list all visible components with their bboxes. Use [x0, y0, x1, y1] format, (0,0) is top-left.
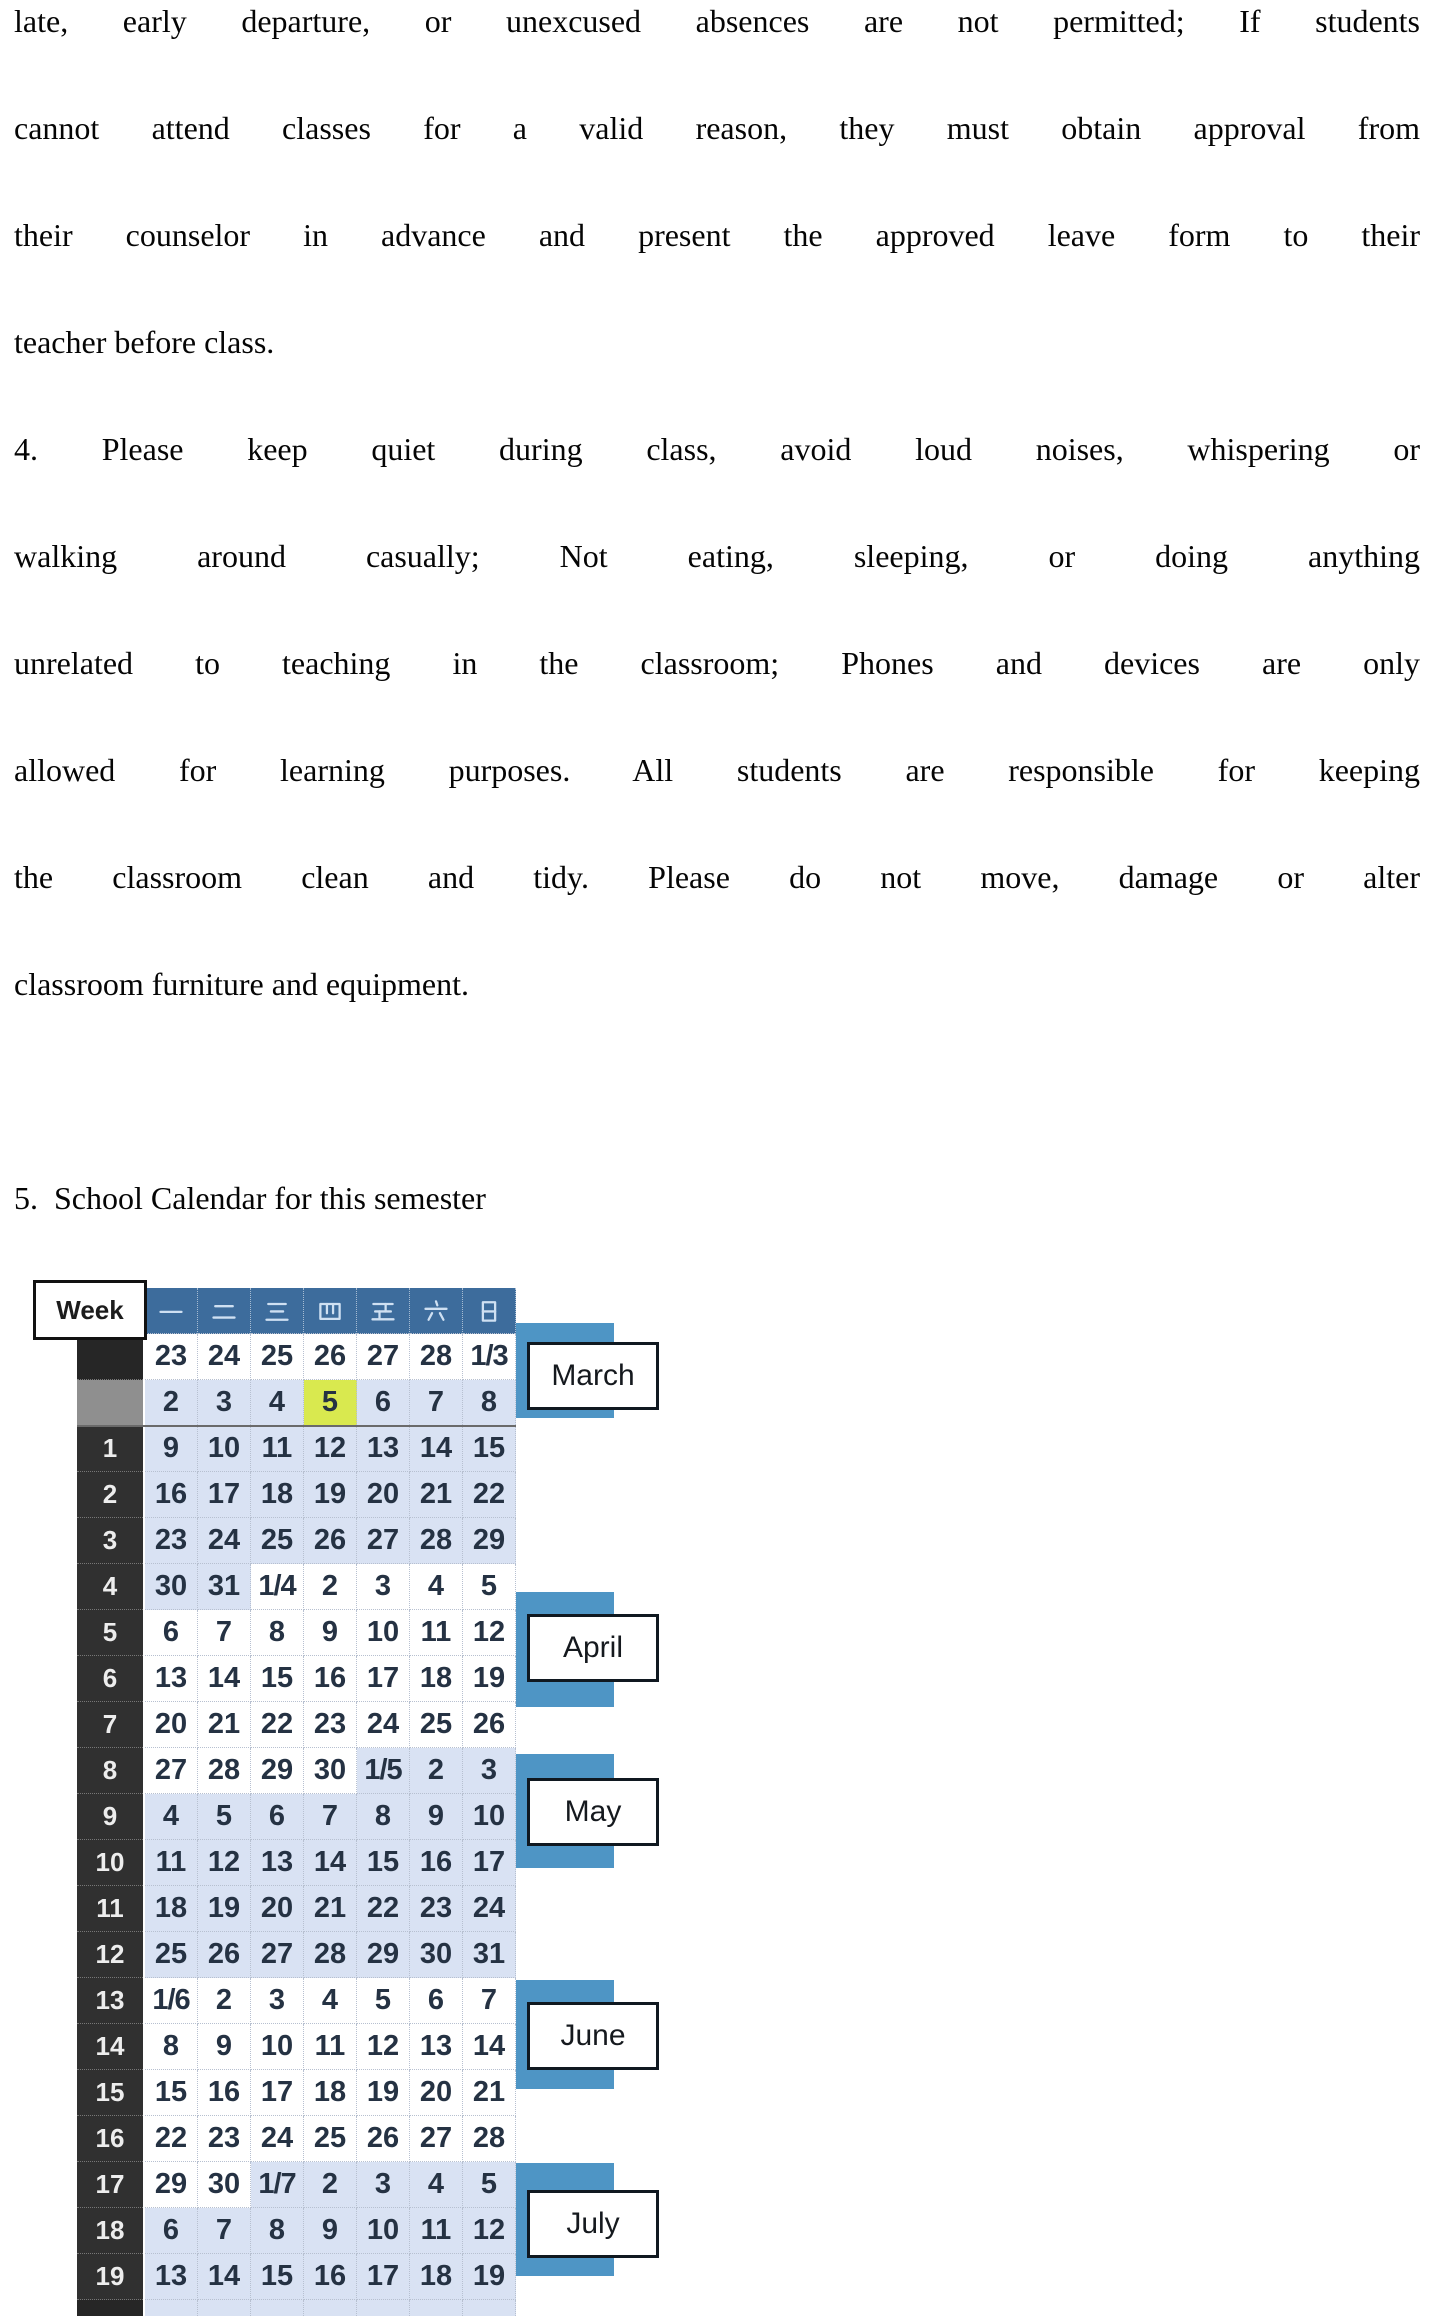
day-cell: 25	[144, 1932, 198, 1978]
day-cell: 8	[251, 2208, 304, 2254]
paragraph-line: 4. Please keep quiet during class, avoid loud noises, whispering or	[14, 431, 1420, 467]
day-cell: 16	[304, 1656, 357, 1702]
paragraph-line: allowed for learning purposes. All students are responsible for keeping	[14, 752, 1420, 788]
week-number-cell: 19	[77, 2254, 144, 2300]
day-cell: 13	[410, 2024, 463, 2070]
day-cell: 26	[198, 1932, 251, 1978]
day-cell: 3	[198, 1380, 251, 1426]
day-cell: 2	[410, 1748, 463, 1794]
day-cell: 12	[304, 1426, 357, 1472]
calendar-row	[77, 1702, 516, 1748]
calendar-row	[77, 1610, 516, 1656]
day-cell: 13	[357, 1426, 410, 1472]
day-header-cell	[251, 1288, 304, 1334]
day-cell: 30	[144, 1564, 198, 1610]
day-cell: 29	[357, 1932, 410, 1978]
day-cell: 20	[144, 1702, 198, 1748]
day-cell: 10	[463, 1794, 516, 1840]
day-cell: 5	[304, 1380, 357, 1426]
day-cell: 27	[251, 1932, 304, 1978]
day-cell: 28	[410, 1518, 463, 1564]
day-cell: 18	[144, 1886, 198, 1932]
day-cell: 7	[198, 2208, 251, 2254]
day-cell: 8	[144, 2024, 198, 2070]
day-cell: 11	[410, 1610, 463, 1656]
day-cell	[410, 2300, 463, 2316]
week-number-cell	[77, 1380, 144, 1426]
week-label: Week	[56, 1294, 124, 1325]
calendar-row	[77, 2300, 516, 2316]
calendar-row	[77, 2162, 516, 2208]
day-cell: 3	[251, 1978, 304, 2024]
day-cell: 22	[357, 1886, 410, 1932]
week-number-cell: 15	[77, 2070, 144, 2116]
paragraph-line: cannot attend classes for a valid reason, they must obtain approval from	[14, 110, 1420, 146]
week-number-cell: 17	[77, 2162, 144, 2208]
day-cell: 4	[410, 1564, 463, 1610]
day-cell: 26	[463, 1702, 516, 1748]
day-cell: 29	[144, 2162, 198, 2208]
day-cell: 15	[357, 1840, 410, 1886]
calendar-row	[77, 1886, 516, 1932]
day-cell: 1/4	[251, 1564, 304, 1610]
day-cell: 3	[357, 1564, 410, 1610]
day-cell	[144, 2300, 198, 2316]
calendar-row	[77, 2070, 516, 2116]
calendar-row	[77, 2116, 516, 2162]
day-cell	[357, 2300, 410, 2316]
day-cell: 11	[144, 1840, 198, 1886]
calendar-row	[77, 2208, 516, 2254]
day-cell: 7	[198, 1610, 251, 1656]
day-cell: 14	[304, 1840, 357, 1886]
day-cell: 26	[357, 2116, 410, 2162]
day-cell: 15	[463, 1426, 516, 1472]
week-number-cell: 7	[77, 1702, 144, 1748]
day-cell: 25	[304, 2116, 357, 2162]
day-glyph-icon	[210, 1297, 238, 1325]
calendar-row	[77, 1840, 516, 1886]
day-cell: 27	[357, 1518, 410, 1564]
day-cell: 11	[304, 2024, 357, 2070]
day-cell: 30	[410, 1932, 463, 1978]
day-cell: 23	[144, 1334, 198, 1380]
day-cell: 21	[304, 1886, 357, 1932]
day-cell: 10	[251, 2024, 304, 2070]
calendar-row	[77, 2254, 516, 2300]
day-cell: 17	[463, 1840, 516, 1886]
day-cell: 11	[410, 2208, 463, 2254]
day-cell: 30	[198, 2162, 251, 2208]
day-cell: 15	[144, 2070, 198, 2116]
week-number-cell: 12	[77, 1932, 144, 1978]
calendar-row	[77, 1978, 516, 2024]
day-cell: 16	[144, 1472, 198, 1518]
day-cell	[463, 2300, 516, 2316]
day-cell: 17	[357, 2254, 410, 2300]
day-cell: 1/3	[463, 1334, 516, 1380]
day-cell: 12	[357, 2024, 410, 2070]
week-number-cell: 13	[77, 1978, 144, 2024]
day-cell: 27	[357, 1334, 410, 1380]
day-cell: 15	[251, 1656, 304, 1702]
day-cell: 6	[410, 1978, 463, 2024]
calendar-row	[77, 1932, 516, 1978]
day-cell: 7	[463, 1978, 516, 2024]
calendar-row	[77, 2024, 516, 2070]
day-cell: 5	[357, 1978, 410, 2024]
day-cell: 27	[144, 1748, 198, 1794]
day-cell: 5	[463, 2162, 516, 2208]
day-cell: 9	[304, 2208, 357, 2254]
day-cell: 9	[144, 1426, 198, 1472]
day-cell: 18	[410, 1656, 463, 1702]
day-cell: 24	[251, 2116, 304, 2162]
week-number-cell: 16	[77, 2116, 144, 2162]
day-cell: 31	[198, 1564, 251, 1610]
day-cell: 21	[198, 1702, 251, 1748]
day-cell: 8	[357, 1794, 410, 1840]
calendar-row	[77, 1380, 516, 1426]
day-cell: 24	[198, 1518, 251, 1564]
day-cell: 6	[251, 1794, 304, 1840]
month-label-june: June	[527, 2002, 659, 2070]
section-heading: 5. School Calendar for this semester	[14, 1180, 486, 1216]
day-cell: 23	[198, 2116, 251, 2162]
day-cell: 2	[144, 1380, 198, 1426]
day-cell: 13	[144, 1656, 198, 1702]
day-cell	[198, 2300, 251, 2316]
calendar-row	[77, 1748, 516, 1794]
week-number-cell	[77, 2300, 144, 2316]
day-cell: 1/7	[251, 2162, 304, 2208]
paragraph-line: their counselor in advance and present the approved leave form to their	[14, 217, 1420, 253]
day-cell: 13	[251, 1840, 304, 1886]
month-label-march: March	[527, 1342, 659, 1410]
day-cell: 18	[410, 2254, 463, 2300]
week-number-cell: 5	[77, 1610, 144, 1656]
day-cell: 16	[198, 2070, 251, 2116]
school-calendar	[33, 1280, 713, 2316]
week-label-box	[33, 1280, 147, 1340]
day-cell: 19	[304, 1472, 357, 1518]
day-cell: 15	[251, 2254, 304, 2300]
day-cell: 8	[251, 1610, 304, 1656]
day-glyph-icon	[157, 1297, 185, 1325]
day-cell	[304, 2300, 357, 2316]
day-cell: 25	[251, 1334, 304, 1380]
day-cell: 4	[304, 1978, 357, 2024]
document-text-block	[14, 0, 1420, 1252]
month-label-july: July	[527, 2190, 659, 2258]
paragraph-line: unrelated to teaching in the classroom; Phones and devices are only	[14, 645, 1420, 681]
day-cell: 1/6	[144, 1978, 198, 2024]
week-number-cell: 14	[77, 2024, 144, 2070]
paragraph-line: classroom furniture and equipment.	[14, 966, 469, 1002]
day-cell: 31	[463, 1932, 516, 1978]
paragraph-line: the classroom clean and tidy. Please do not move, damage or alter	[14, 859, 1420, 895]
day-cell: 6	[357, 1380, 410, 1426]
day-cell: 5	[198, 1794, 251, 1840]
day-cell: 18	[251, 1472, 304, 1518]
calendar-row	[77, 1426, 516, 1472]
day-cell: 7	[410, 1380, 463, 1426]
calendar-row	[77, 1564, 516, 1610]
day-cell: 25	[410, 1702, 463, 1748]
day-glyph-icon	[475, 1297, 503, 1325]
calendar-row	[77, 1794, 516, 1840]
day-cell: 21	[463, 2070, 516, 2116]
week-number-cell: 11	[77, 1886, 144, 1932]
day-cell: 17	[357, 1656, 410, 1702]
week-number-cell: 2	[77, 1472, 144, 1518]
day-cell: 24	[463, 1886, 516, 1932]
day-cell: 25	[251, 1518, 304, 1564]
day-cell: 17	[198, 1472, 251, 1518]
week-number-cell: 10	[77, 1840, 144, 1886]
day-glyph-icon	[263, 1297, 291, 1325]
day-cell: 16	[410, 1840, 463, 1886]
calendar-row	[77, 1334, 516, 1380]
day-cell: 22	[463, 1472, 516, 1518]
day-cell: 10	[198, 1426, 251, 1472]
day-cell: 28	[463, 2116, 516, 2162]
week-number-cell: 4	[77, 1564, 144, 1610]
day-cell: 5	[463, 1564, 516, 1610]
day-cell: 24	[198, 1334, 251, 1380]
day-cell: 28	[410, 1334, 463, 1380]
day-cell: 4	[410, 2162, 463, 2208]
week-number-cell: 9	[77, 1794, 144, 1840]
day-cell: 24	[357, 1702, 410, 1748]
blank-line	[14, 1038, 1420, 1145]
day-cell: 13	[144, 2254, 198, 2300]
day-cell: 23	[410, 1886, 463, 1932]
month-label-may: May	[527, 1778, 659, 1846]
week-number-cell: 1	[77, 1426, 144, 1472]
day-cell: 21	[410, 1472, 463, 1518]
day-cell: 30	[304, 1748, 357, 1794]
calendar-row	[77, 1656, 516, 1702]
week-number-cell: 18	[77, 2208, 144, 2254]
day-cell: 19	[463, 2254, 516, 2300]
day-cell: 14	[198, 1656, 251, 1702]
day-cell: 10	[357, 1610, 410, 1656]
month-label-april: April	[527, 1614, 659, 1682]
day-glyph-icon	[422, 1297, 450, 1325]
day-cell: 6	[144, 1610, 198, 1656]
day-cell: 26	[304, 1518, 357, 1564]
day-header-cell	[357, 1288, 410, 1334]
day-glyph-icon	[369, 1297, 397, 1325]
day-cell: 1/5	[357, 1748, 410, 1794]
day-cell: 17	[251, 2070, 304, 2116]
day-cell: 9	[304, 1610, 357, 1656]
day-header-cell	[198, 1288, 251, 1334]
day-cell: 19	[463, 1656, 516, 1702]
day-cell: 3	[357, 2162, 410, 2208]
calendar-row	[77, 1472, 516, 1518]
week-number-cell: 8	[77, 1748, 144, 1794]
day-cell: 23	[304, 1702, 357, 1748]
day-header-cell	[463, 1288, 516, 1334]
day-cell: 3	[463, 1748, 516, 1794]
day-cell: 12	[463, 1610, 516, 1656]
week-number-cell	[77, 1334, 144, 1380]
day-cell	[251, 2300, 304, 2316]
day-glyph-icon	[316, 1297, 344, 1325]
day-cell: 9	[410, 1794, 463, 1840]
day-cell: 29	[251, 1748, 304, 1794]
day-cell: 6	[144, 2208, 198, 2254]
day-header-cell	[304, 1288, 357, 1334]
day-cell: 23	[144, 1518, 198, 1564]
day-cell: 12	[198, 1840, 251, 1886]
day-cell: 14	[198, 2254, 251, 2300]
paragraph-line: walking around casually; Not eating, sleeping, or doing anything	[14, 538, 1420, 574]
day-cell: 20	[357, 1472, 410, 1518]
week-number-cell: 3	[77, 1518, 144, 1564]
paragraph-line: late, early departure, or unexcused absences are not permitted; If students	[14, 3, 1420, 39]
day-header-cell	[410, 1288, 463, 1334]
day-cell: 18	[304, 2070, 357, 2116]
calendar-table	[77, 1288, 516, 2316]
day-cell: 7	[304, 1794, 357, 1840]
day-cell: 20	[410, 2070, 463, 2116]
day-cell: 9	[198, 2024, 251, 2070]
day-cell: 26	[304, 1334, 357, 1380]
day-cell: 14	[410, 1426, 463, 1472]
day-cell: 19	[198, 1886, 251, 1932]
day-cell: 27	[410, 2116, 463, 2162]
day-cell: 2	[198, 1978, 251, 2024]
day-cell: 11	[251, 1426, 304, 1472]
day-cell: 2	[304, 1564, 357, 1610]
day-cell: 12	[463, 2208, 516, 2254]
day-cell: 4	[144, 1794, 198, 1840]
day-cell: 16	[304, 2254, 357, 2300]
day-cell: 28	[198, 1748, 251, 1794]
week-number-cell: 6	[77, 1656, 144, 1702]
day-header-cell	[144, 1288, 198, 1334]
day-cell: 22	[144, 2116, 198, 2162]
day-cell: 22	[251, 1702, 304, 1748]
day-cell: 4	[251, 1380, 304, 1426]
day-cell: 19	[357, 2070, 410, 2116]
day-cell: 20	[251, 1886, 304, 1932]
day-cell: 10	[357, 2208, 410, 2254]
day-cell: 29	[463, 1518, 516, 1564]
day-cell: 28	[304, 1932, 357, 1978]
day-cell: 8	[463, 1380, 516, 1426]
day-cell: 2	[304, 2162, 357, 2208]
paragraph-line: teacher before class.	[14, 324, 275, 360]
day-cell: 14	[463, 2024, 516, 2070]
calendar-row	[77, 1518, 516, 1564]
